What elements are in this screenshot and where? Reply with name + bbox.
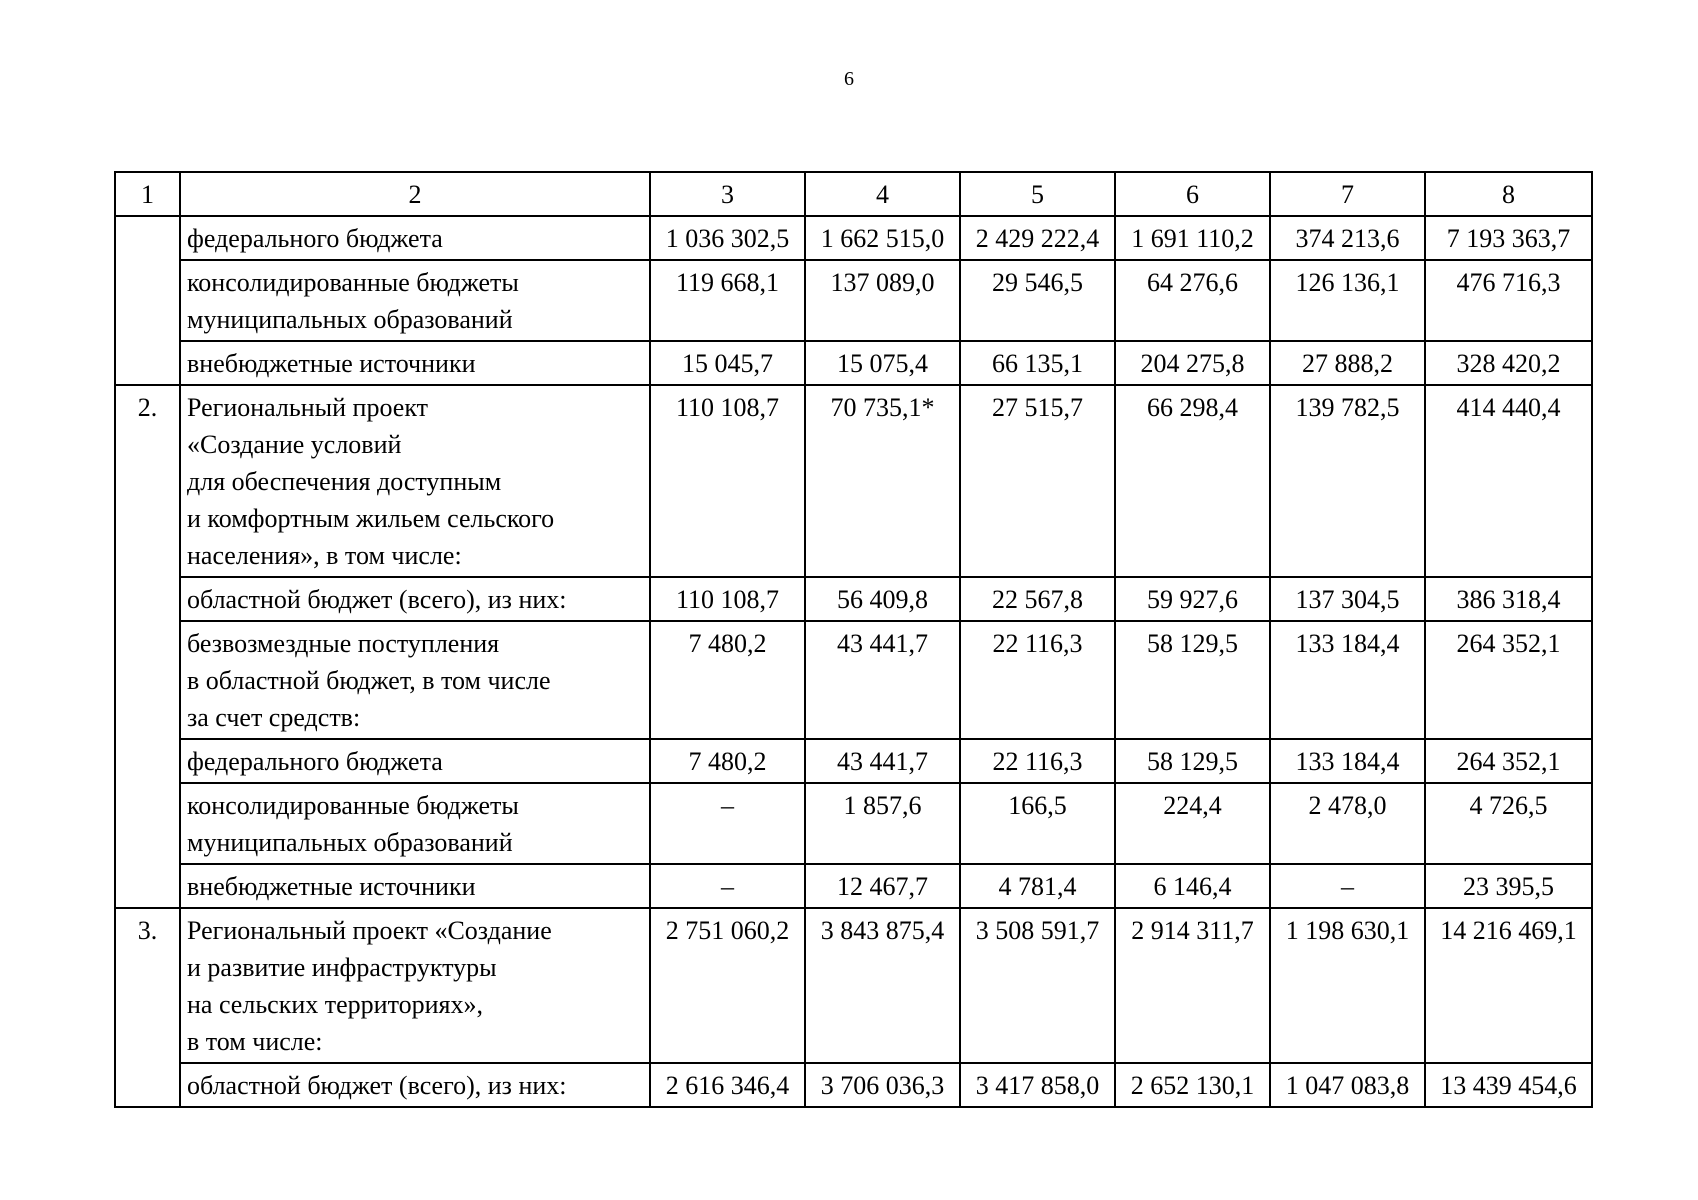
value-cell: 3 706 036,3 <box>805 1063 960 1107</box>
value-cell: 70 735,1* <box>805 385 960 577</box>
value-cell: 58 129,5 <box>1115 621 1270 739</box>
table-row <box>115 216 1592 260</box>
value-cell: 2 751 060,2 <box>650 908 805 1063</box>
description-cell <box>180 621 650 739</box>
header-cell: 7 <box>1270 172 1425 216</box>
value-cell: 7 480,2 <box>650 621 805 739</box>
table-row <box>115 341 1592 385</box>
header-cell: 6 <box>1115 172 1270 216</box>
value-cell: 64 276,6 <box>1115 260 1270 341</box>
value-cell: 137 089,0 <box>805 260 960 341</box>
value-cell: – <box>650 783 805 864</box>
value-cell: 12 467,7 <box>805 864 960 908</box>
value-cell: 58 129,5 <box>1115 739 1270 783</box>
header-cell: 4 <box>805 172 960 216</box>
description-line: безвозмездные поступления <box>187 629 500 658</box>
description-cell <box>180 385 650 577</box>
description-cell <box>180 864 650 908</box>
value-cell: 2 616 346,4 <box>650 1063 805 1107</box>
value-cell: 133 184,4 <box>1270 739 1425 783</box>
value-cell: 3 417 858,0 <box>960 1063 1115 1107</box>
description-cell <box>180 216 650 260</box>
value-cell: 1 662 515,0 <box>805 216 960 260</box>
header-cell: 2 <box>180 172 650 216</box>
description-cell <box>180 783 650 864</box>
value-cell: 4 726,5 <box>1425 783 1592 864</box>
table-row <box>115 864 1592 908</box>
description-line: в том числе: <box>187 1027 323 1056</box>
description-line: федерального бюджета <box>187 224 443 253</box>
description-cell <box>180 1063 650 1107</box>
table-row <box>115 739 1592 783</box>
value-cell: 126 136,1 <box>1270 260 1425 341</box>
description-line: федерального бюджета <box>187 747 443 776</box>
description-line: областной бюджет (всего), из них: <box>187 1071 567 1100</box>
description-line: и развитие инфраструктуры <box>187 953 497 982</box>
value-cell: 59 927,6 <box>1115 577 1270 621</box>
description-line: и комфортным жильем сельского <box>187 504 555 533</box>
header-row <box>115 172 1592 216</box>
description-line: муниципальных образований <box>187 828 513 857</box>
page-number: 6 <box>844 68 854 90</box>
value-cell: 29 546,5 <box>960 260 1115 341</box>
value-cell: 166,5 <box>960 783 1115 864</box>
description-line: консолидированные бюджеты <box>187 268 519 297</box>
description-line: консолидированные бюджеты <box>187 791 519 820</box>
value-cell: 2 914 311,7 <box>1115 908 1270 1063</box>
description-cell <box>180 341 650 385</box>
value-cell: 110 108,7 <box>650 385 805 577</box>
value-cell: 224,4 <box>1115 783 1270 864</box>
description-line: внебюджетные источники <box>187 872 476 901</box>
value-cell: 1 047 083,8 <box>1270 1063 1425 1107</box>
description-cell <box>180 577 650 621</box>
description-line: в областной бюджет, в том числе <box>187 666 551 695</box>
value-cell: 4 781,4 <box>960 864 1115 908</box>
value-cell: 119 668,1 <box>650 260 805 341</box>
value-cell: 1 691 110,2 <box>1115 216 1270 260</box>
value-cell: 14 216 469,1 <box>1425 908 1592 1063</box>
value-cell: 204 275,8 <box>1115 341 1270 385</box>
value-cell: 23 395,5 <box>1425 864 1592 908</box>
value-cell: 139 782,5 <box>1270 385 1425 577</box>
value-cell: 43 441,7 <box>805 621 960 739</box>
item-number-cell: 2. <box>115 385 180 908</box>
value-cell: 2 478,0 <box>1270 783 1425 864</box>
value-cell: 7 480,2 <box>650 739 805 783</box>
value-cell: 386 318,4 <box>1425 577 1592 621</box>
value-cell: 137 304,5 <box>1270 577 1425 621</box>
value-cell: 414 440,4 <box>1425 385 1592 577</box>
description-line: для обеспечения доступным <box>187 467 502 496</box>
table-row <box>115 260 1592 341</box>
item-number-cell: 3. <box>115 908 180 1107</box>
value-cell: 1 857,6 <box>805 783 960 864</box>
value-cell: 43 441,7 <box>805 739 960 783</box>
value-cell: 264 352,1 <box>1425 621 1592 739</box>
value-cell: 56 409,8 <box>805 577 960 621</box>
description-line: за счет средств: <box>187 703 361 732</box>
value-cell: 328 420,2 <box>1425 341 1592 385</box>
header-cell: 8 <box>1425 172 1592 216</box>
value-cell: 13 439 454,6 <box>1425 1063 1592 1107</box>
value-cell: 264 352,1 <box>1425 739 1592 783</box>
description-line: населения», в том числе: <box>187 541 462 570</box>
table-row <box>115 385 1592 577</box>
description-cell <box>180 908 650 1063</box>
description-line: муниципальных образований <box>187 305 513 334</box>
table-row <box>115 621 1592 739</box>
description-line: областной бюджет (всего), из них: <box>187 585 567 614</box>
item-number-cell <box>115 216 180 385</box>
value-cell: 3 508 591,7 <box>960 908 1115 1063</box>
value-cell: – <box>650 864 805 908</box>
table-row <box>115 783 1592 864</box>
table-row <box>115 577 1592 621</box>
value-cell: 6 146,4 <box>1115 864 1270 908</box>
value-cell: 66 135,1 <box>960 341 1115 385</box>
value-cell: 66 298,4 <box>1115 385 1270 577</box>
value-cell: 110 108,7 <box>650 577 805 621</box>
value-cell: 7 193 363,7 <box>1425 216 1592 260</box>
value-cell: 374 213,6 <box>1270 216 1425 260</box>
header-cell: 3 <box>650 172 805 216</box>
value-cell: 1 198 630,1 <box>1270 908 1425 1063</box>
value-cell: 2 652 130,1 <box>1115 1063 1270 1107</box>
description-cell <box>180 739 650 783</box>
value-cell: 476 716,3 <box>1425 260 1592 341</box>
value-cell: 15 075,4 <box>805 341 960 385</box>
value-cell: 22 567,8 <box>960 577 1115 621</box>
header-cell: 5 <box>960 172 1115 216</box>
description-line: Региональный проект <box>187 393 428 422</box>
table-row <box>115 1063 1592 1107</box>
description-line: «Создание условий <box>187 430 402 459</box>
value-cell: 1 036 302,5 <box>650 216 805 260</box>
value-cell: 22 116,3 <box>960 739 1115 783</box>
value-cell: 133 184,4 <box>1270 621 1425 739</box>
table-row <box>115 908 1592 1063</box>
value-cell: 3 843 875,4 <box>805 908 960 1063</box>
value-cell: 15 045,7 <box>650 341 805 385</box>
description-line: Региональный проект «Создание <box>187 916 552 945</box>
description-cell <box>180 260 650 341</box>
value-cell: 22 116,3 <box>960 621 1115 739</box>
value-cell: 27 888,2 <box>1270 341 1425 385</box>
value-cell: 27 515,7 <box>960 385 1115 577</box>
value-cell: – <box>1270 864 1425 908</box>
description-line: внебюджетные источники <box>187 349 476 378</box>
budget-table <box>114 171 1593 1108</box>
value-cell: 2 429 222,4 <box>960 216 1115 260</box>
description-line: на сельских территориях», <box>187 990 483 1019</box>
header-cell: 1 <box>115 172 180 216</box>
table-body <box>115 172 1592 1107</box>
